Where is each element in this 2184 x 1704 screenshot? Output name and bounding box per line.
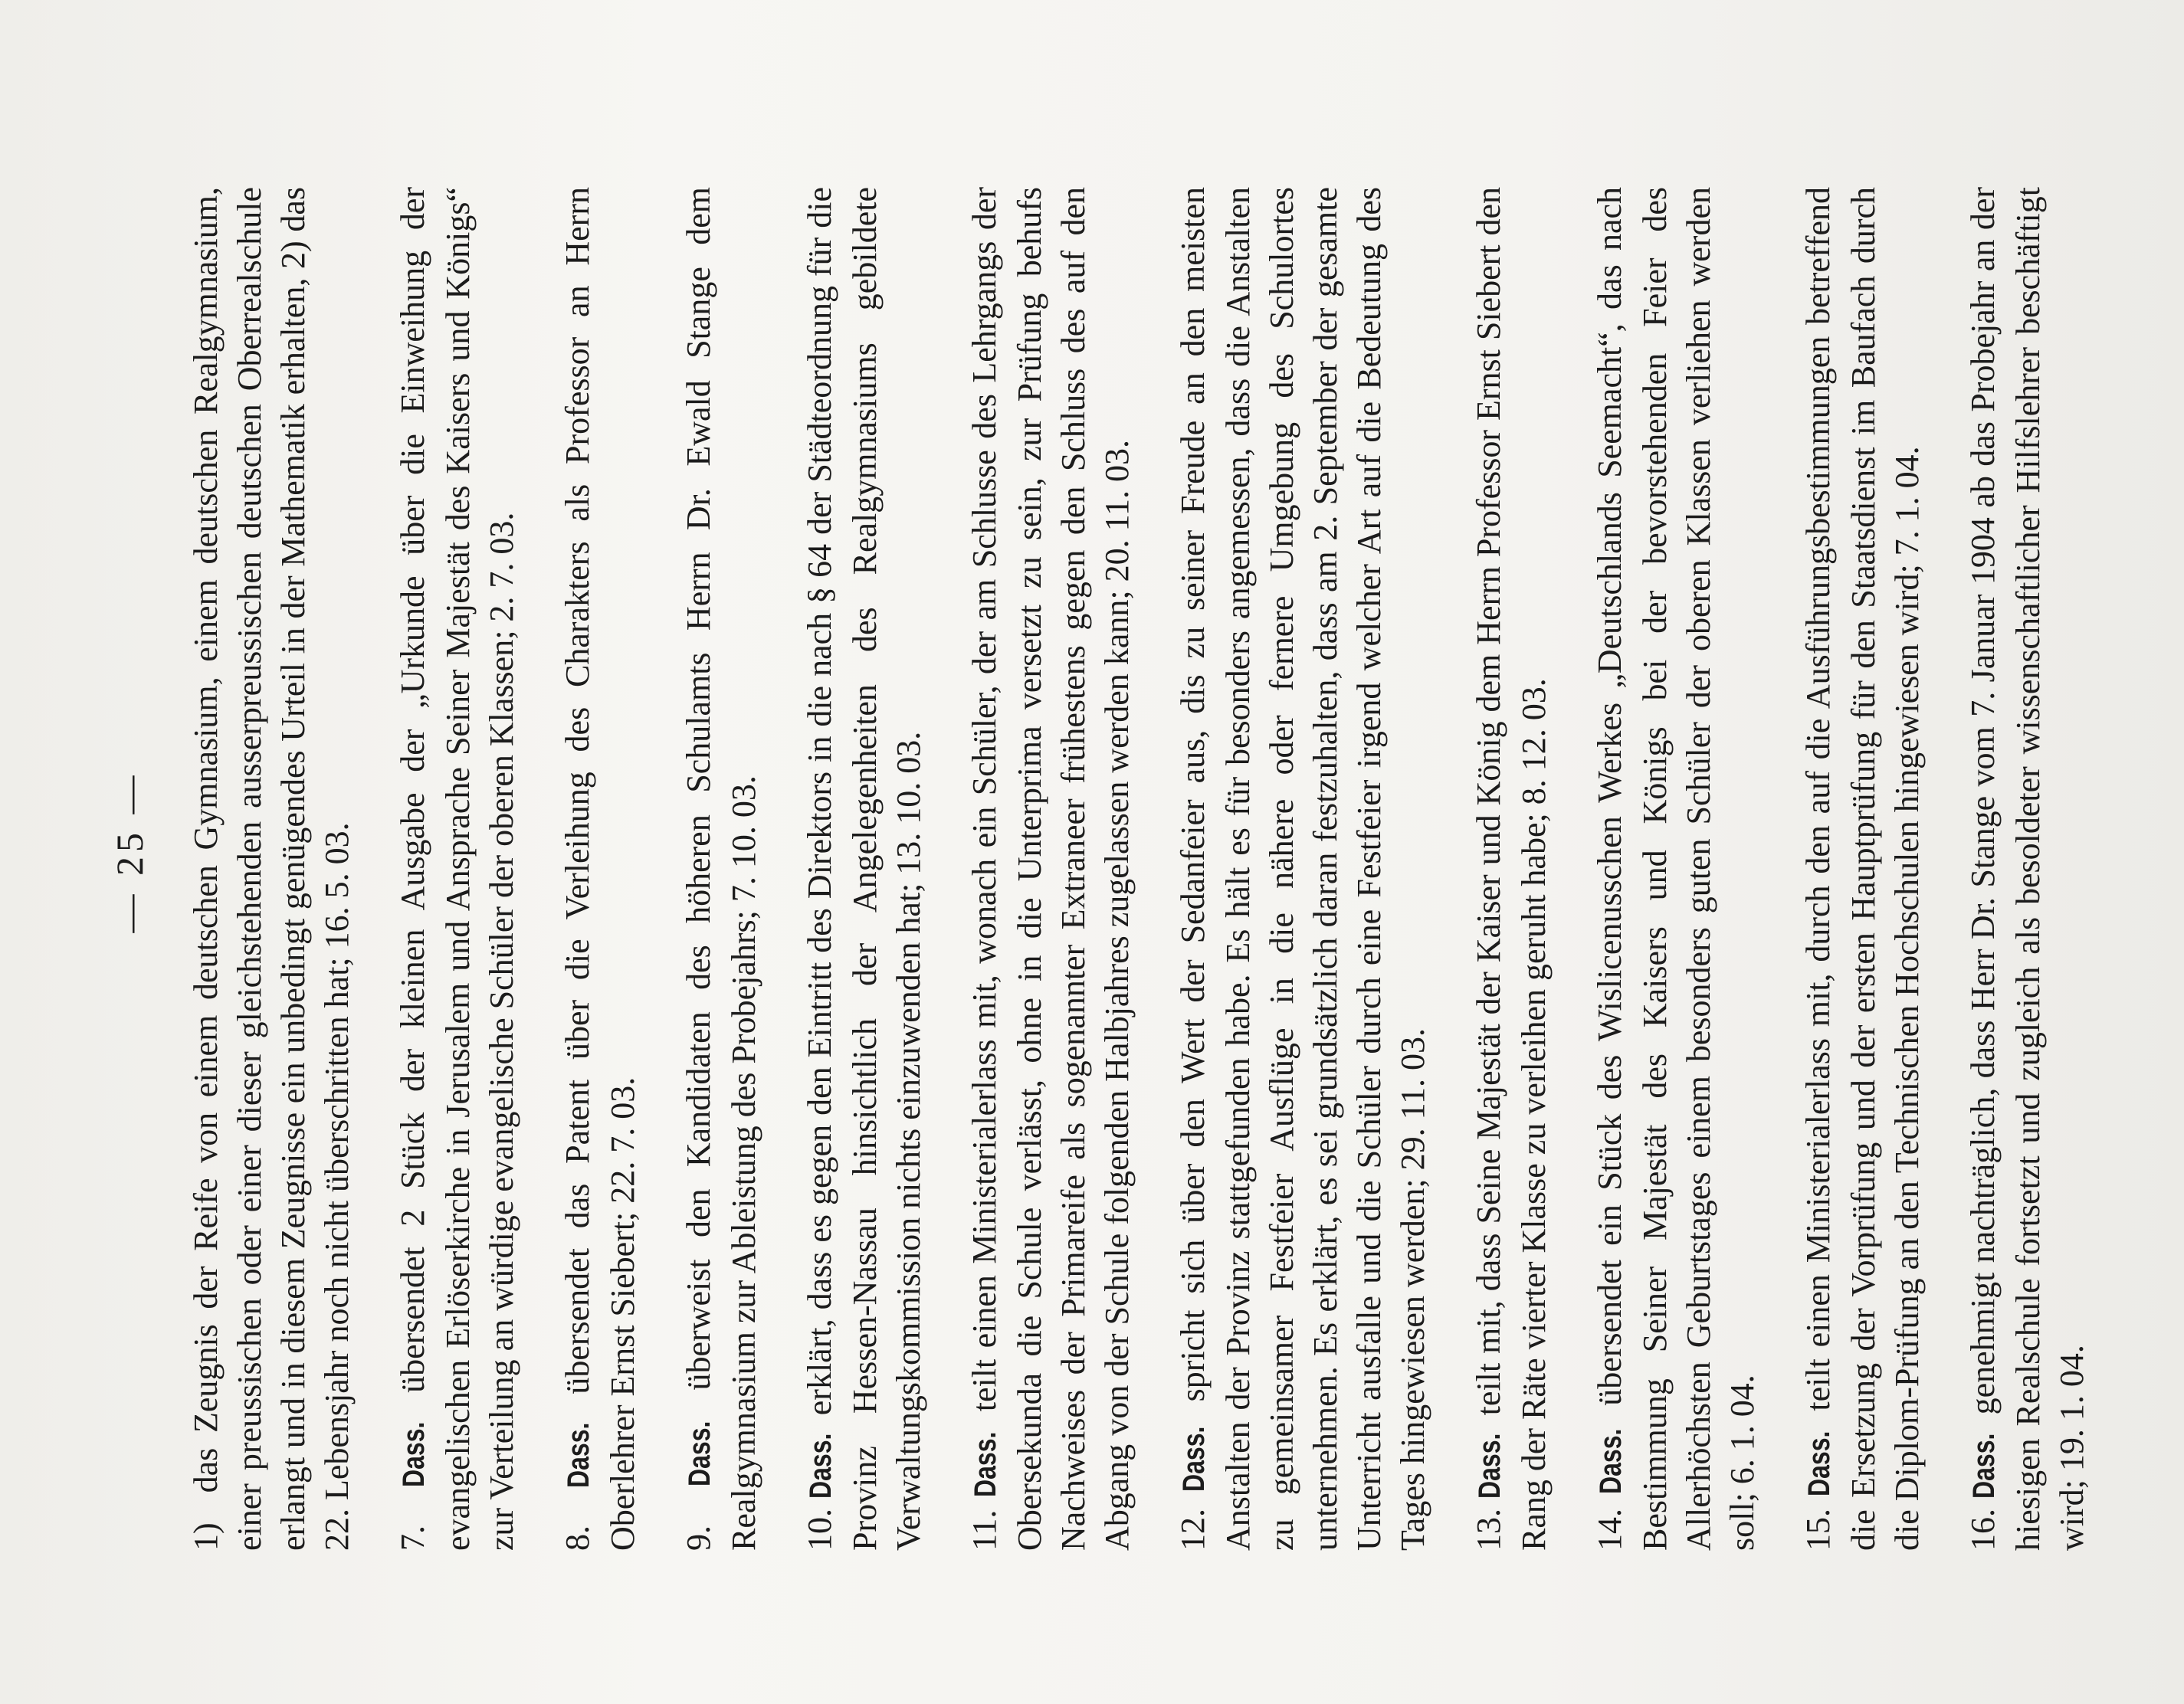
paragraph-number: 12. (1174, 1509, 1212, 1551)
paragraph-text: übersendet ein Stück des Wislicenusschen Werkes „Deutschlands Seemacht“, das nach Bestimmung Seiner Majestät des Kaisers und Königs bei der bevorstehenden Feier des Allerhöchsten Geburtstages einem besonders guten Schüler der oberen Klassen verliehen werden soll; 6. 1. 04. (1591, 186, 1761, 1551)
paragraph-number: 10. (801, 1509, 838, 1551)
authority-label: Dass. (1802, 1430, 1836, 1497)
paragraph-number: 9. (680, 1525, 717, 1551)
authority-label: Dass. (397, 1421, 431, 1488)
paragraph-9 (677, 187, 766, 1551)
paragraph-1 (184, 187, 359, 1551)
paragraph-number: 13. (1470, 1509, 1507, 1551)
authority-label: Dass. (1473, 1433, 1507, 1499)
authority-label: Dass. (1177, 1426, 1211, 1493)
paragraph-number: 1) (187, 1522, 225, 1551)
paragraph-8 (556, 187, 644, 1551)
paragraph-text: das Zeugnis der Reife von einem deutschen Gymnasium, einem deutschen Realgymnasium, einer preussischen oder einer dieser gleichstehenden ausserpreussischen deutschen Oberrealschule erlangt und in diesem Zeugnisse ein unbedingt genügendes Urteil in der Mathematik erhalten, 2) das 22. Lebensjahr noch nicht überschritten hat; 16. 5. 03. (187, 187, 356, 1551)
paragraph-14 (1588, 187, 1764, 1551)
paragraph-text: übersendet 2 Stück der kleinen Ausgabe der „Urkunde über die Einweihung der evangelischen Erlöserkirche in Jerusalem und Ansprache Seiner Majestät des Kaisers und Königs“ zur Verteilung an würdige evangelische Schüler der oberen Klassen; 2. 7. 03. (394, 186, 520, 1551)
authority-label: Dass. (1594, 1428, 1628, 1494)
paragraph-10 (798, 187, 930, 1551)
paragraph-number: 7. (394, 1525, 431, 1551)
paragraph-text: teilt mit, dass Seine Majestät der Kaiser und König dem Herrn Professor Ernst Siebert den Rang der Räte vierter Klasse zu verleihen geruht habe; 8. 12. 03. (1470, 187, 1553, 1551)
paragraph-number: 15. (1799, 1509, 1837, 1551)
paragraph-11 (962, 187, 1139, 1551)
authority-label: Dass. (562, 1422, 595, 1489)
authority-label: Dass. (1967, 1433, 2001, 1499)
document-body (184, 187, 2126, 1551)
paragraph-number: 14. (1591, 1509, 1628, 1551)
authority-label: Dass. (804, 1433, 838, 1499)
authority-label: Dass. (683, 1421, 717, 1486)
paragraph-text: überweist den Kandidaten des höheren Schulamts Herrn Dr. Ewald Stange dem Realgymnasium zur Ableistung des Probejahrs; 7. 10. 03. (680, 187, 762, 1551)
paragraph-15 (1796, 187, 1929, 1551)
paragraph-text: spricht sich über den Wert der Sedanfeier aus, dis zu seiner Freude an den meisten Anstalten der Provinz stattgefunden habe. Es hält es für besonders angemessen, dass die Anstalten zu gemeinsamer Festfeier Ausflüge in die nähere oder fernere Umgebung des Schulortes unternehmen. Es erklärt, es sei grundsätzlich daran festzuhalten, dass am 2. September der gesamte Unterricht ausfalle und die Schüler durch eine Festfeier irgend welcher Art auf die Bedeutung des Tages hingewiesen werden; 29. 11. 03. (1174, 186, 1431, 1551)
paragraph-number: 16. (1964, 1509, 2002, 1551)
paragraph-text: erklärt, dass es gegen den Eintritt des Direktors in die nach § 64 der Städteordnung für die Provinz Hessen-Nassau hinsichtlich der Angelegenheiten des Realgymnasiums gebildete Verwaltungskommission nichts einzuwenden hat; 13. 10. 03. (801, 186, 927, 1551)
paragraph-16 (1961, 187, 2094, 1551)
paragraph-13 (1467, 187, 1556, 1551)
paragraph-text: teilt einen Ministerialerlass mit, durch den auf die Ausführungsbestimmungen betreffend die Ersetzung der Vorprüfung und der ersten Hauptprüfung für den Staatsdienst im Baufach durch die Diplom-Prüfung an den Technischen Hochschulen hingewiesen wird; 7. 1. 04. (1799, 186, 1926, 1551)
paragraph-text: teilt einen Ministerialerlass mit, wonach ein Schüler, der am Schlusse des Lehrgangs der Obersekunda die Schule verlässt, ohne in die Unterprima versetzt zu sein, zur Prüfung behufs Nachweises der Primareife als sogenannter Extraneer frühestens gegen den Schluss des auf den Abgang von der Schule folgenden Halbjahres zugelassen werden kann; 20. 11. 03. (966, 186, 1136, 1551)
paragraph-text: übersendet das Patent über die Verleihung des Charakters als Professor an Herrn Oberlehrer Ernst Siebert; 22. 7. 03. (559, 187, 641, 1551)
paragraph-number: 11. (966, 1509, 1003, 1551)
paragraph-text: genehmigt nachträglich, dass Herr Dr. Stange vom 7. Januar 1904 ab das Probejahr an der hiesigen Realschule fortsetzt und zugleich als besoldeter wissenschaftlicher Hilfslehrer beschäftigt wird; 19. 1. 04. (1964, 186, 2091, 1551)
authority-label: Dass. (969, 1431, 1002, 1497)
paragraph-12 (1171, 187, 1435, 1551)
paragraph-7 (391, 187, 523, 1551)
page-number: — 25 — (108, 771, 151, 933)
paragraph-number: 8. (559, 1525, 596, 1551)
